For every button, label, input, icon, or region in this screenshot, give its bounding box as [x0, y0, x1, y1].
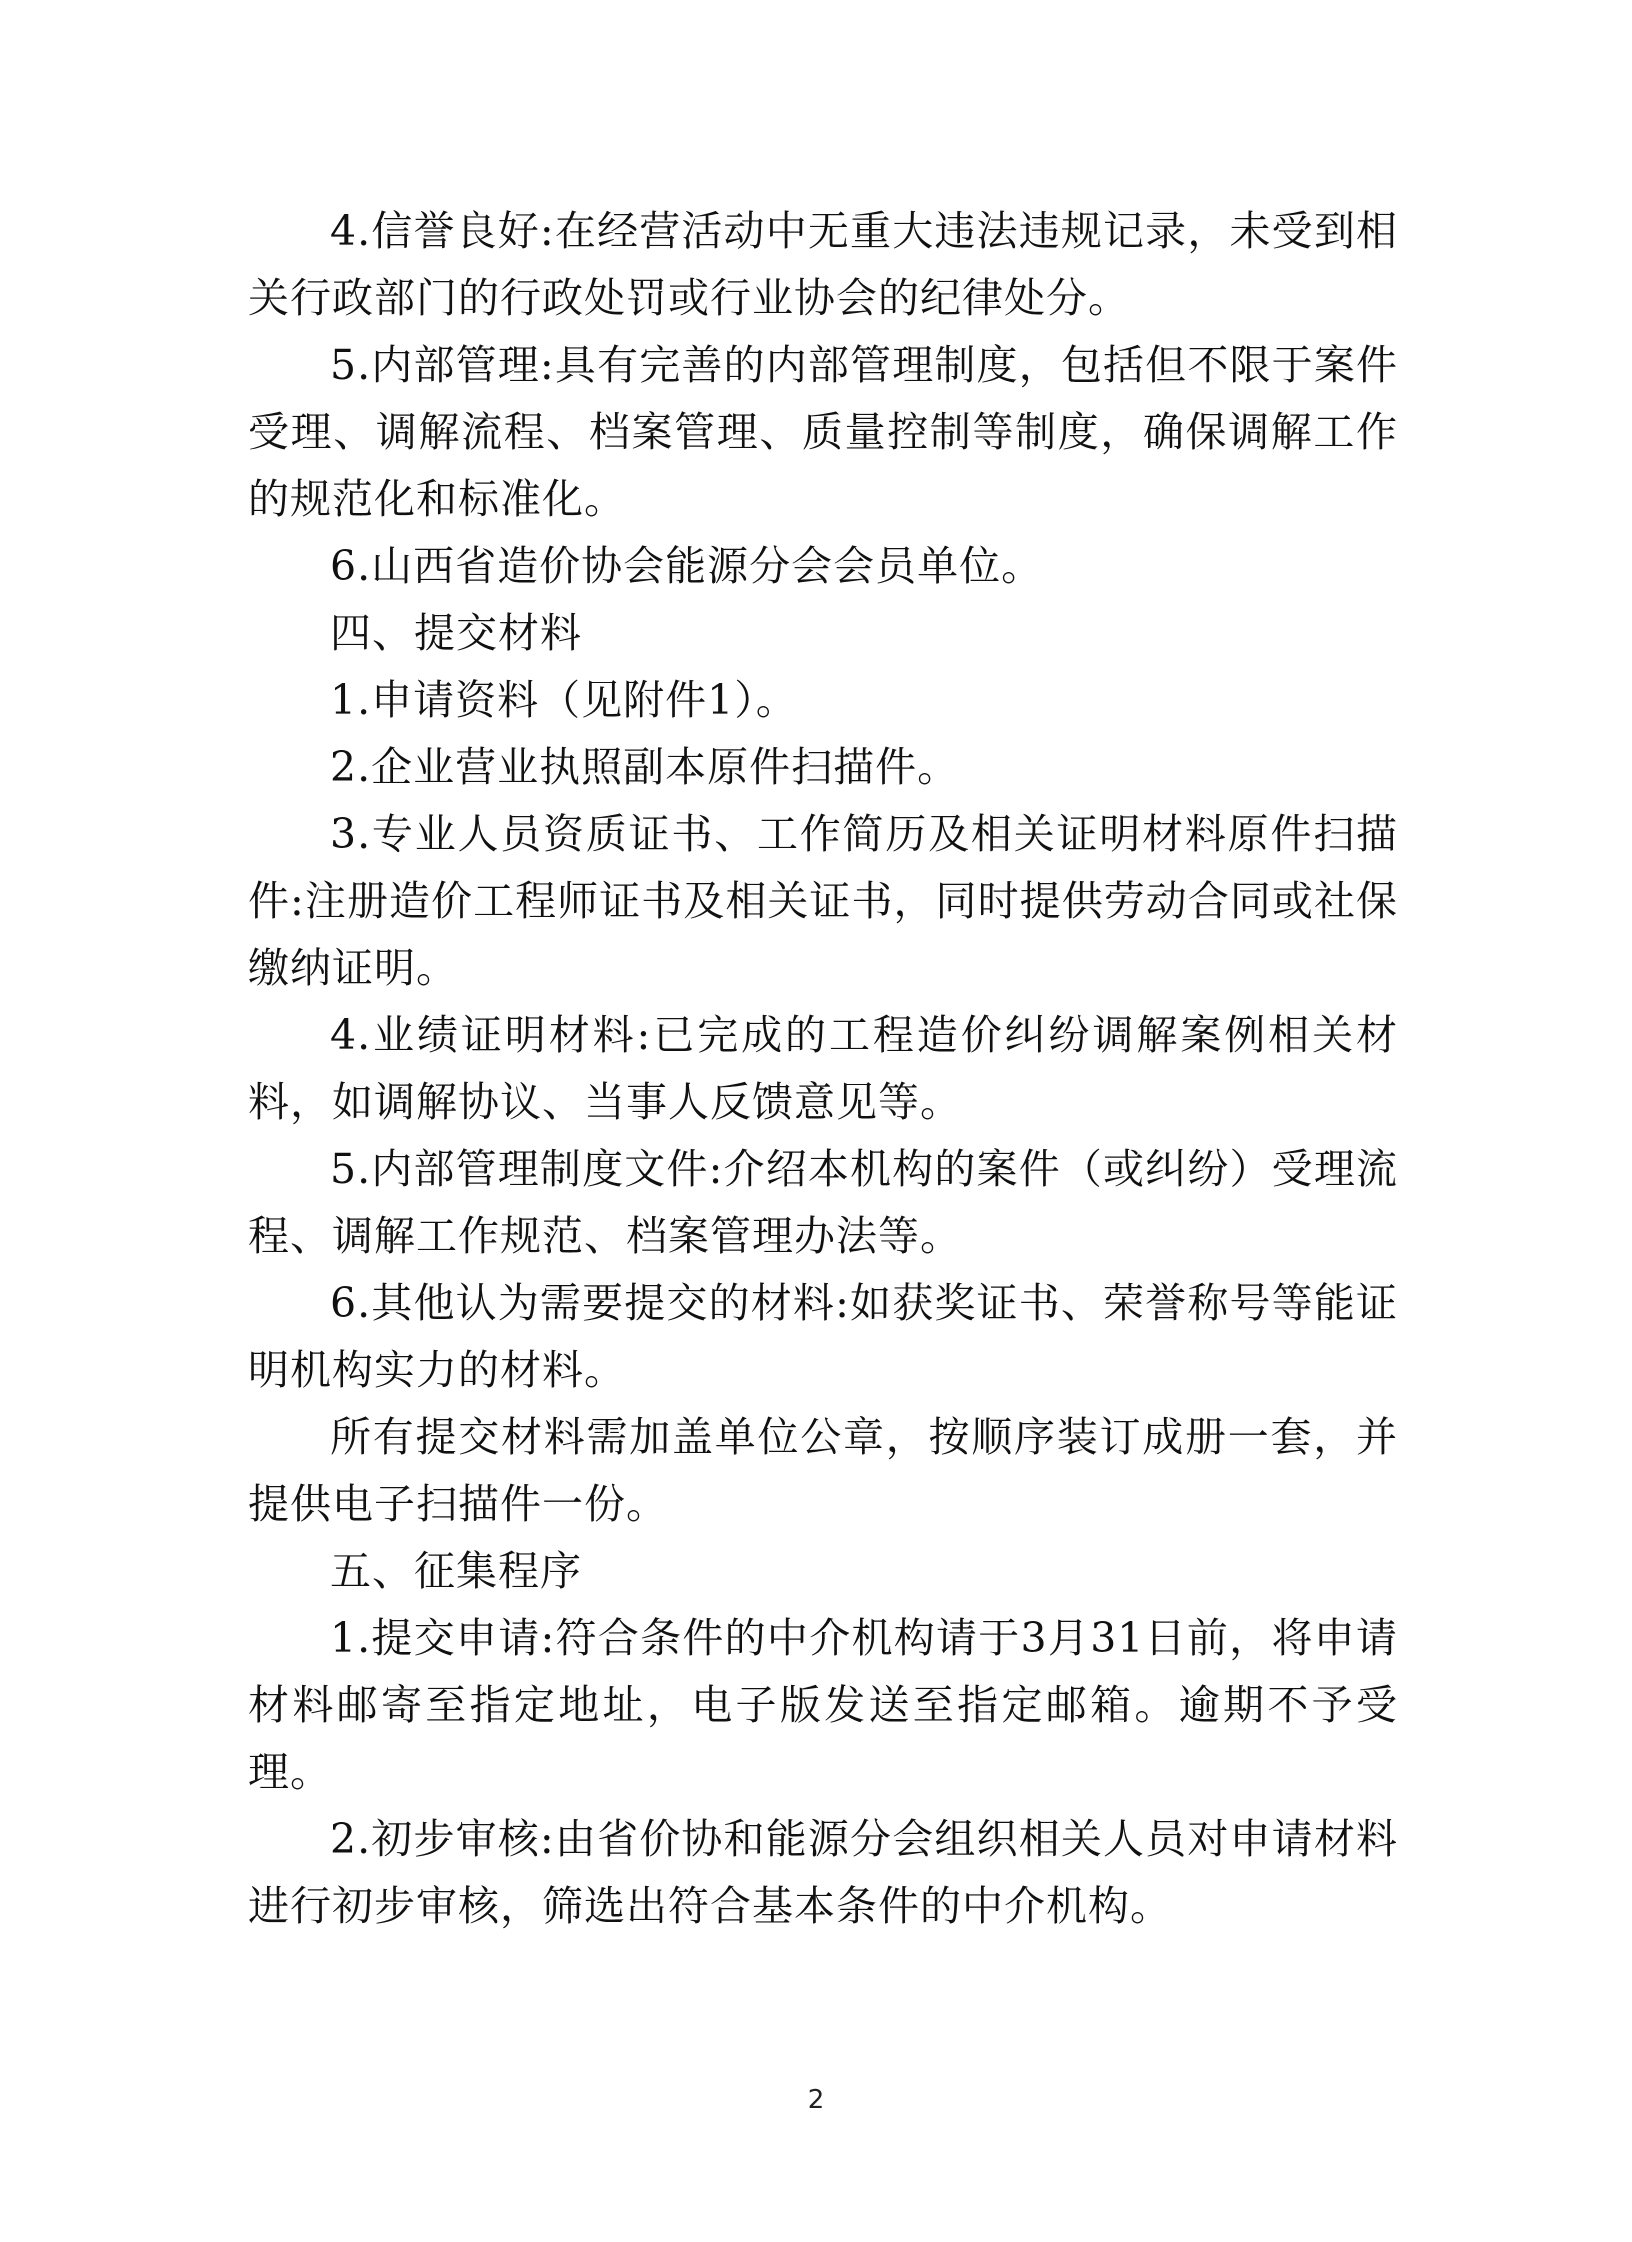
paragraph-procedure-2: 2.初步审核:由省价协和能源分会组织相关人员对申请材料进行初步审核，筛选出符合基本条件的中介机构。 — [248, 1815, 1398, 1930]
page-number: 2 — [807, 2085, 825, 2115]
section-heading-procedure: 五、征集程序 — [330, 1547, 582, 1595]
paragraph-procedure-1: 1.提交申请:符合条件的中介机构请于3月31日前，将申请材料邮寄至指定地址，电子版发送至指定邮箱。逾期不予受理。 — [248, 1614, 1398, 1796]
paragraph-material-note: 所有提交材料需加盖单位公章，按顺序装订成册一套，并提供电子扫描件一份。 — [248, 1413, 1398, 1528]
paragraph-material-2: 2.企业营业执照副本原件扫描件。 — [330, 743, 960, 791]
document-body — [248, 198, 1398, 1940]
paragraph-material-6: 6.其他认为需要提交的材料:如获奖证书、荣誉称号等能证明机构实力的材料。 — [248, 1279, 1398, 1394]
paragraph-material-4: 4.业绩证明材料:已完成的工程造价纠纷调解案例相关材料，如调解协议、当事人反馈意见等。 — [248, 1011, 1398, 1126]
paragraph-material-5: 5.内部管理制度文件:介绍本机构的案件（或纠纷）受理流程、调解工作规范、档案管理办法等。 — [248, 1145, 1398, 1260]
section-heading-materials: 四、提交材料 — [330, 609, 582, 657]
paragraph-material-1: 1.申请资料（见附件1）。 — [330, 676, 798, 724]
paragraph-qualification-4: 4.信誉良好:在经营活动中无重大违法违规记录，未受到相关行政部门的行政处罚或行业协会的纪律处分。 — [248, 207, 1398, 322]
paragraph-qualification-6: 6.山西省造价协会能源分会会员单位。 — [330, 542, 1044, 590]
paragraph-material-3: 3.专业人员资质证书、工作简历及相关证明材料原件扫描件:注册造价工程师证书及相关证书，同时提供劳动合同或社保缴纳证明。 — [248, 810, 1398, 992]
paragraph-qualification-5: 5.内部管理:具有完善的内部管理制度，包括但不限于案件受理、调解流程、档案管理、质量控制等制度，确保调解工作的规范化和标准化。 — [248, 341, 1398, 523]
